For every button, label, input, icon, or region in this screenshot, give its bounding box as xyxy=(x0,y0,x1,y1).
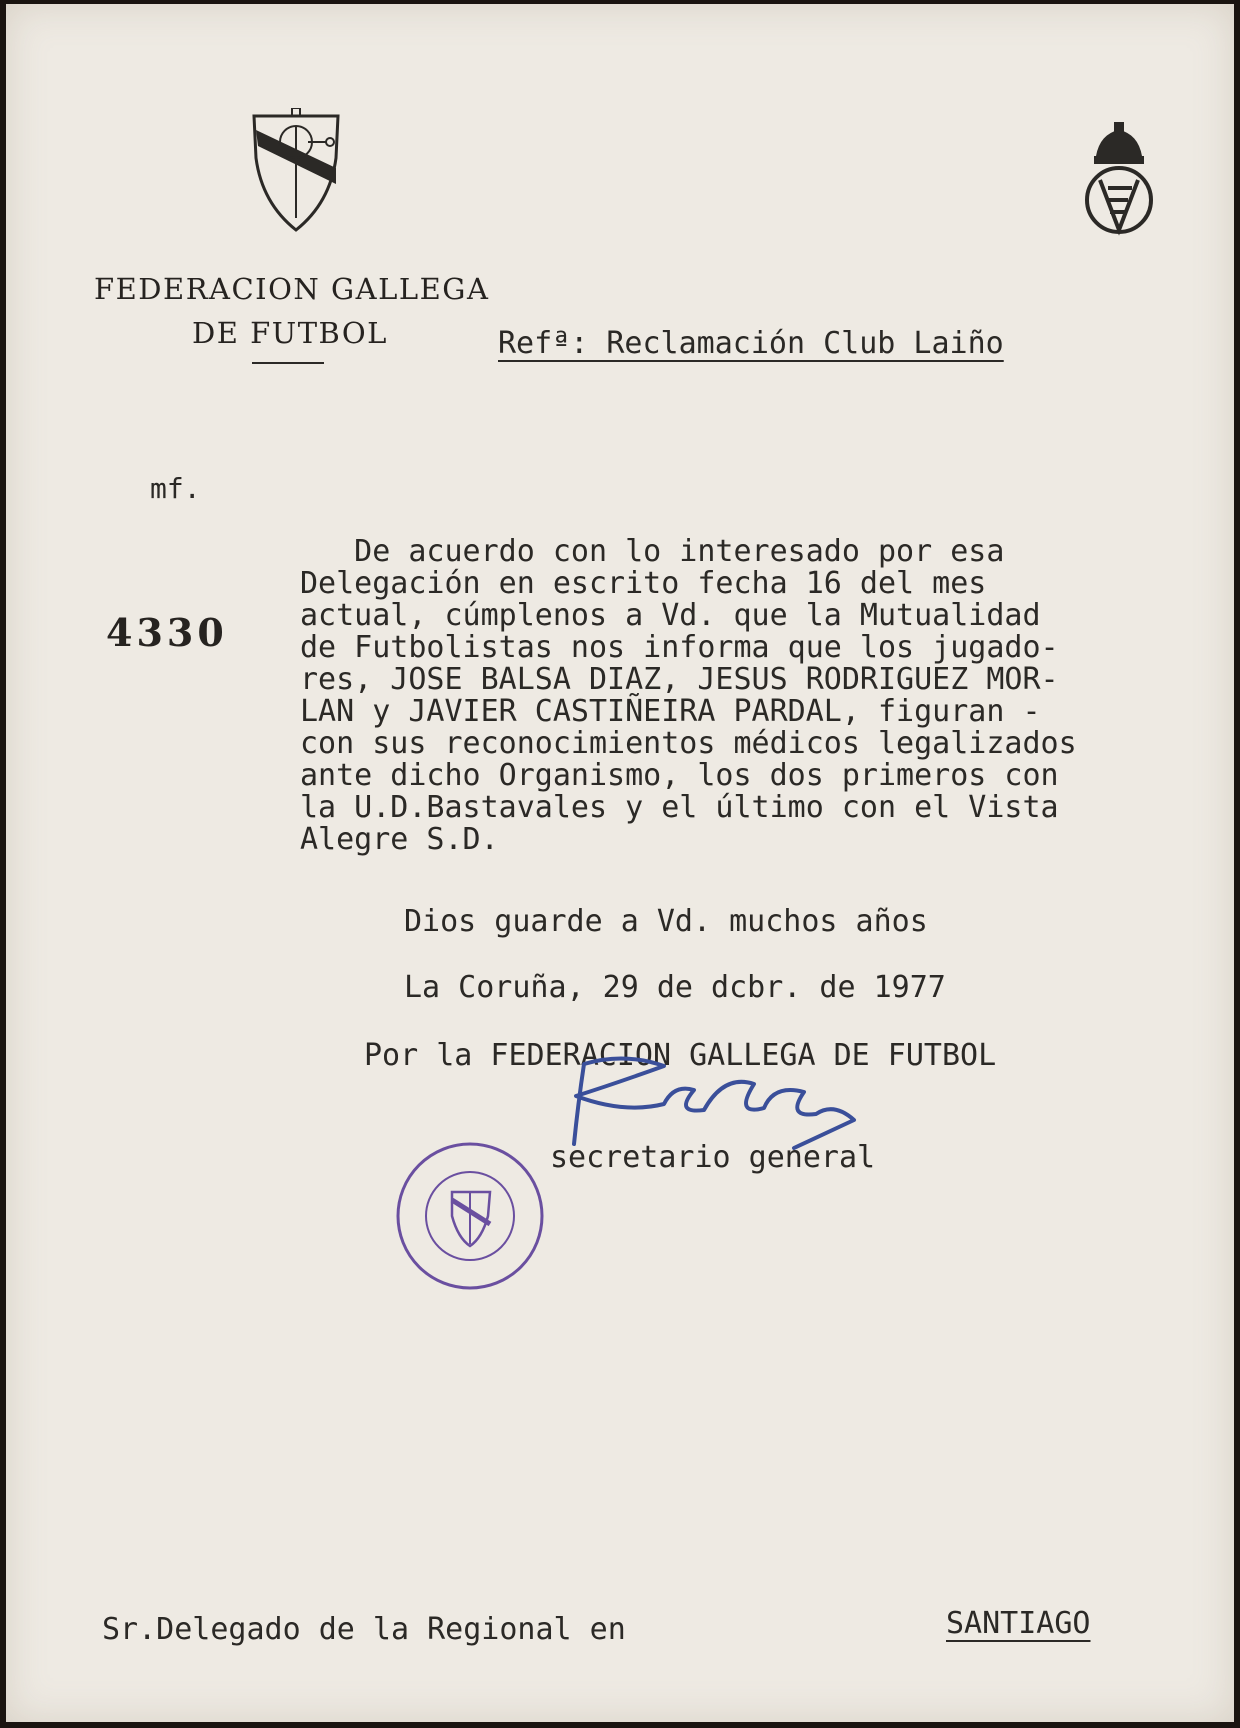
reference-line: Refª: Reclamación Club Laiño xyxy=(498,326,1004,361)
addressee-line: Sr.Delegado de la Regional en xyxy=(102,1612,626,1647)
official-federation-stamp xyxy=(394,1140,546,1292)
royal-federation-crest-logo xyxy=(1078,122,1160,238)
signer-title: secretario general xyxy=(550,1140,876,1175)
body-line-8: ante dicho Organismo, los dos primeros con xyxy=(300,758,1059,793)
body-line-4: de Futbolistas nos informa que los jugado- xyxy=(300,630,1059,665)
body-line-7: con sus reconocimientos médicos legalizados xyxy=(300,726,1077,761)
place-and-date: La Coruña, 29 de dcbr. de 1977 xyxy=(404,970,946,1005)
body-line-5: res, JOSE BALSA DIAZ, JESUS RODRIGUEZ MOR- xyxy=(300,662,1059,697)
org-name-line2: DE FUTBOL xyxy=(192,316,388,350)
body-line-1: De acuerdo con lo interesado por esa xyxy=(300,534,1005,569)
body-line-6: LAN y JAVIER CASTIÑEIRA PARDAL, figuran - xyxy=(300,694,1041,729)
typist-initials: mf. xyxy=(150,472,201,505)
signoff-line: Por la FEDERACION GALLEGA DE FUTBOL xyxy=(364,1038,997,1073)
body-line-9: la U.D.Bastavales y el último con el Vista xyxy=(300,790,1059,825)
addressee-city: SANTIAGO xyxy=(946,1606,1091,1641)
registry-number: 4330 xyxy=(106,610,228,655)
letter-page xyxy=(6,4,1234,1722)
closing-greeting: Dios guarde a Vd. muchos años xyxy=(404,904,928,939)
body-line-3: actual, cúmplenos a Vd. que la Mutualidad xyxy=(300,598,1041,633)
org-name-line1: FEDERACION GALLEGA xyxy=(94,272,490,306)
federation-shield-logo xyxy=(246,108,346,236)
body-line-2: Delegación en escrito fecha 16 del mes xyxy=(300,566,987,601)
org-name-rule xyxy=(252,362,324,364)
body-line-10: Alegre S.D. xyxy=(300,822,499,857)
